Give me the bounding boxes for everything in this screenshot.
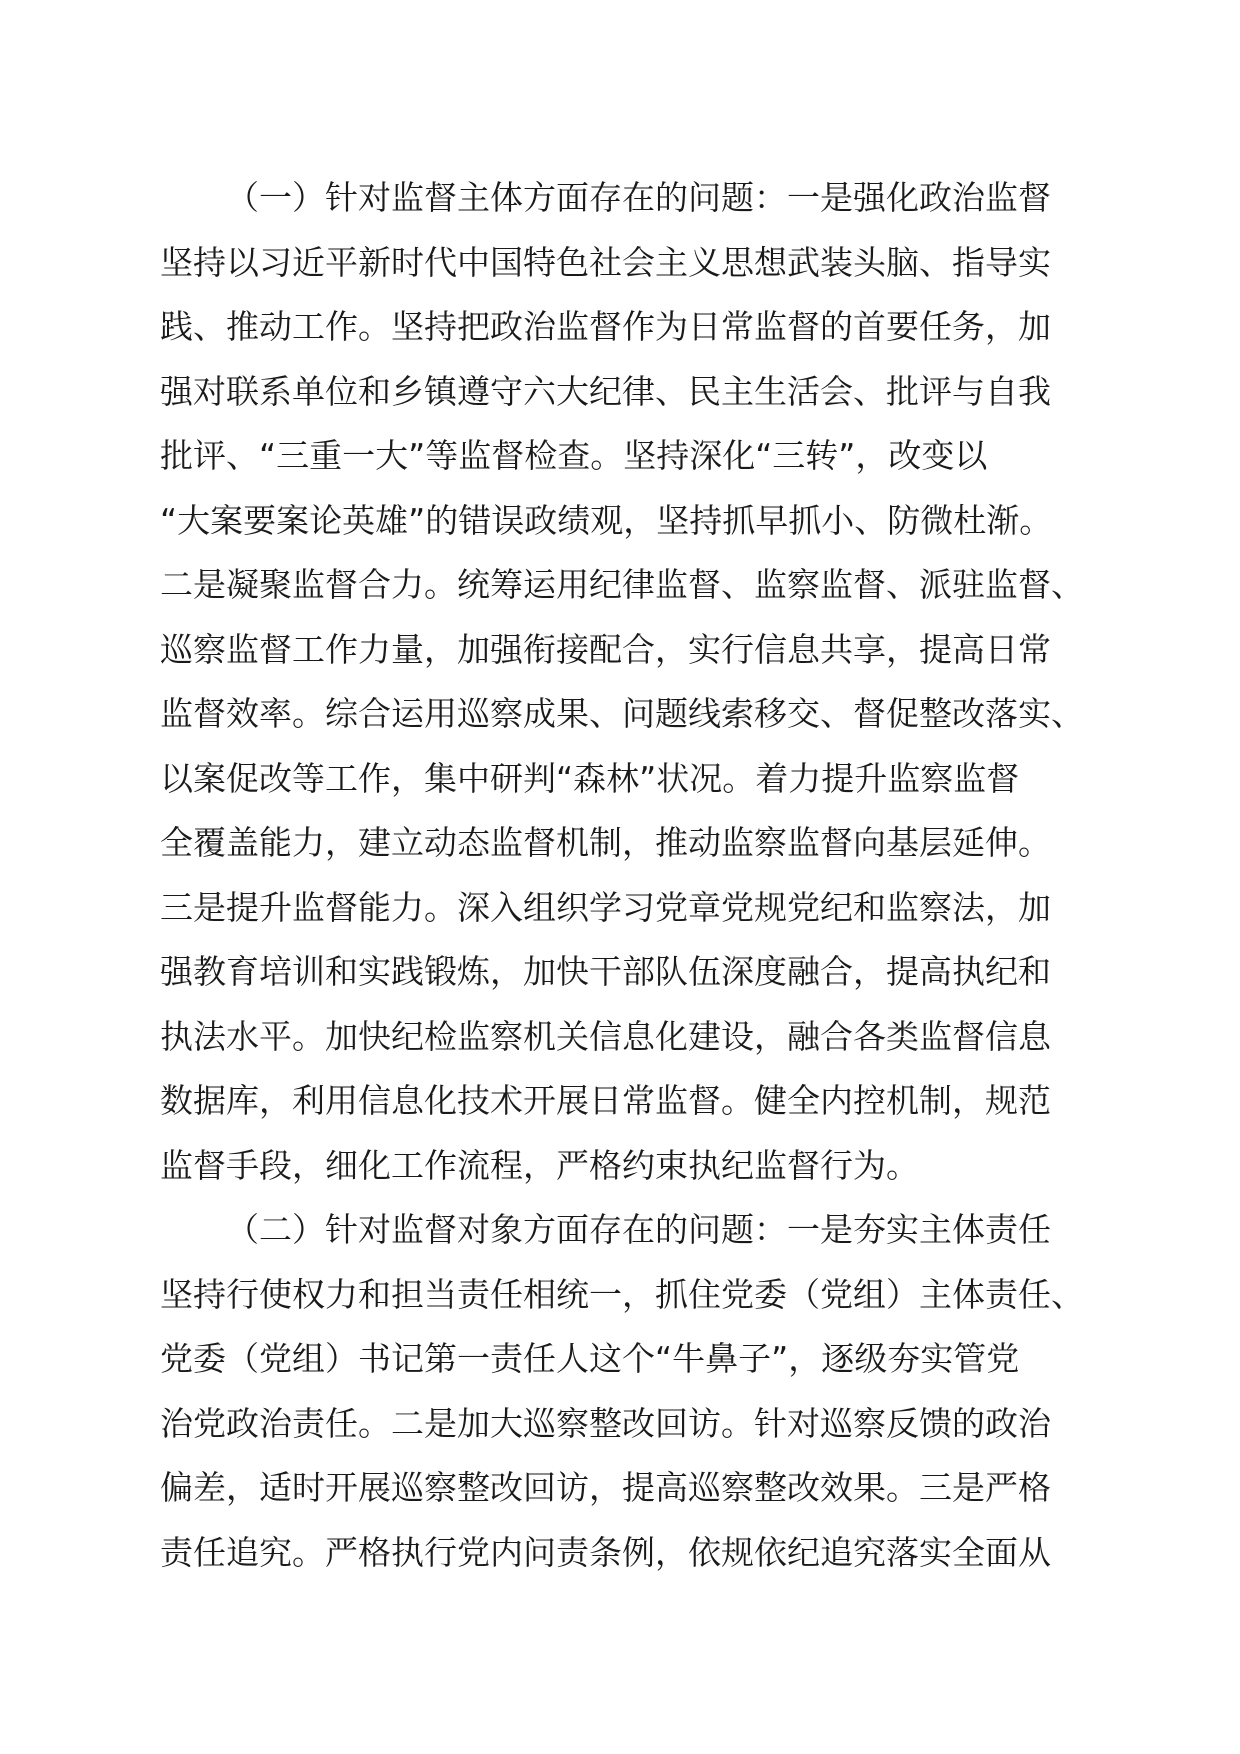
text-line: 强对联系单位和乡镇遵守六大纪律、民主生活会、批评与自我	[160, 371, 1051, 411]
text-line: 监督效率。综合运用巡察成果、问题线索移交、督促整改落实、	[160, 694, 1084, 733]
paragraph-1	[160, 166, 1090, 1198]
text-line: 数据库，利用信息化技术开展日常监督。健全内控机制，规范	[160, 1081, 1051, 1120]
text-line: 强教育培训和实践锻炼，加快干部队伍深度融合，提高执纪和	[160, 952, 1051, 991]
text-line: 责任追究。严格执行党内问责条例，依规依纪追究落实全面从	[160, 1532, 1051, 1572]
text-line: 三是提升监督能力。深入组织学习党章党规党纪和监察法，加	[160, 887, 1051, 927]
text-line: 以案促改等工作，集中研判“森林”状况。着力提升监察监督	[160, 758, 1020, 798]
text-line: 监督手段，细化工作流程，严格约束执纪监督行为。	[160, 1145, 919, 1185]
text-line: （一）针对监督主体方面存在的问题：一是强化政治监督	[226, 178, 1051, 217]
text-line: “大案要案论英雄”的错误政绩观，坚持抓早抓小、防微杜渐。	[160, 500, 1053, 540]
text-line: 执法水平。加快纪检监察机关信息化建设，融合各类监督信息	[160, 1016, 1051, 1056]
text-line: 治党政治责任。二是加大巡察整改回访。针对巡察反馈的政治	[160, 1403, 1051, 1443]
text-line: 坚持以习近平新时代中国特色社会主义思想武装头脑、指导实	[160, 242, 1051, 282]
text-line: 批评、“三重一大”等监督检查。坚持深化“三转”，改变以	[160, 436, 988, 475]
text-line: 全覆盖能力，建立动态监督机制，推动监察监督向基层延伸。	[160, 823, 1051, 862]
text-line: 巡察监督工作力量，加强衔接配合，实行信息共享，提高日常	[160, 629, 1051, 669]
text-line: 党委（党组）书记第一责任人这个“牛鼻子”，逐级夯实管党	[160, 1339, 1020, 1378]
text-line: 坚持行使权力和担当责任相统一，抓住党委（党组）主体责任、	[160, 1274, 1084, 1314]
text-line: 践、推动工作。坚持把政治监督作为日常监督的首要任务，加	[160, 307, 1051, 346]
text-line: 二是凝聚监督合力。统筹运用纪律监督、监察监督、派驻监督、	[160, 565, 1084, 604]
paragraph-2	[160, 1198, 1090, 1585]
text-line: （二）针对监督对象方面存在的问题：一是夯实主体责任	[226, 1210, 1051, 1249]
document-page	[160, 166, 1090, 1585]
text-line: 偏差，适时开展巡察整改回访，提高巡察整改效果。三是严格	[160, 1468, 1051, 1507]
